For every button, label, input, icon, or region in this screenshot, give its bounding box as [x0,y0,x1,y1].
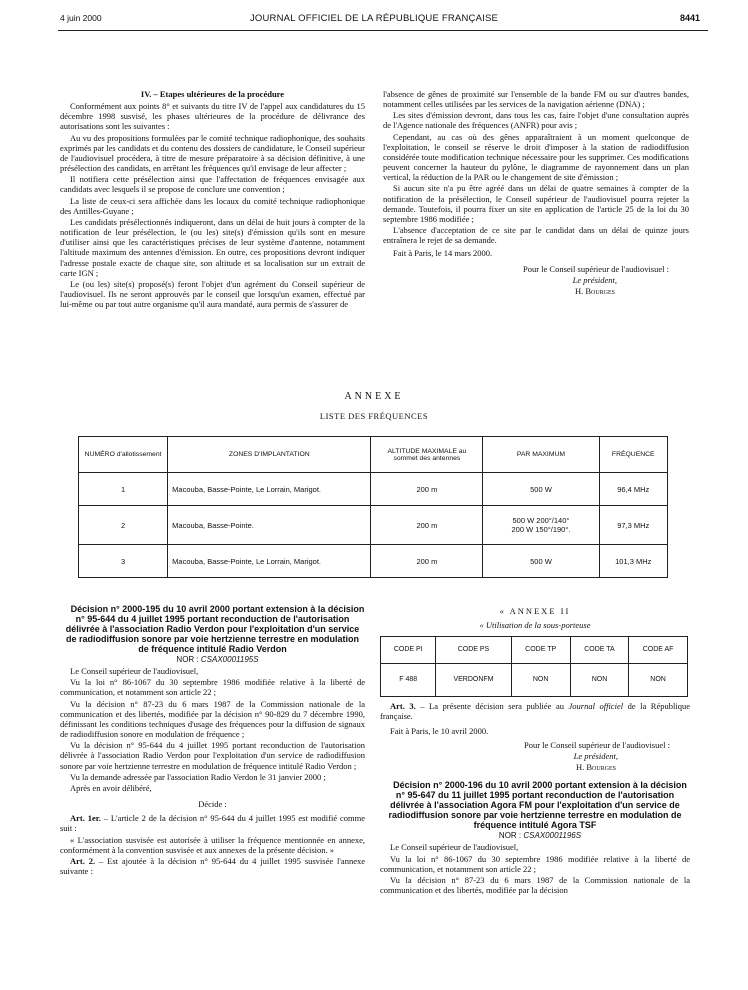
section-iv-right [383,89,689,297]
frequency-table [78,436,668,578]
paragraph: Vu la demande adressée par l'association Radio Verdon le 31 janvier 2000 ; [70,771,326,782]
paragraph: Vu la loi n° 86-1067 du 30 septembre 1986 modifiée relative à la liberté de communication, et notamment son article 22 ; [380,853,690,874]
table-cell: Macouba, Basse-Pointe, Le Lorrain, Marigot. [168,473,371,506]
col-header: CODE TA [570,637,628,664]
decision-195 [60,604,365,877]
table-cell: 3 [79,545,168,578]
annexe-title: ANNEXE [344,391,404,402]
table-cell: 200 m [371,506,483,545]
paragraph: Il notifiera cette présélection ainsi que l'affectation de fréquences envisagée aux candidats avec lesquels il se propose de conclure une convention ; [60,174,365,195]
table-header-row [79,437,668,473]
table-cell: 200 m [371,473,483,506]
table-row [79,506,668,545]
paragraph: Le (ou les) site(s) proposé(s) feront l'objet d'un agrément du Conseil supérieur de l'audiovisuel. Ils ne seront approuvés par le conseil que lorsqu'un examen, effectué par lui-même ou par tout autre organisme qu'il aura mandaté, aura permis de s'assurer de [60,278,365,310]
table-cell: NON [511,664,570,697]
table-row [381,664,688,697]
col-header: PAR MAXIMUM [483,437,599,473]
col-header: CODE AF [629,637,688,664]
decision-title: Décision n° 2000-196 du 10 avril 2000 portant extension à la décision n° 95-647 du 11 juillet 1995 portant reconduction de l'autorisation délivrée à l'association Agora FM pour l'exploitation d'un service de radiodiffusion sonore par voie hertzienne terrestre en modulation de fréquence intitulé Agora TSF [388,780,687,831]
paragraph: Vu la décision n° 87-23 du 6 mars 1987 de la Commission nationale de la communication et des libertés, modifiée par la décision [380,874,690,896]
table-cell: 500 W [483,473,599,506]
signature-for: Pour le Conseil supérieur de l'audiovisuel : [523,739,670,750]
annexe-subtitle: LISTE DES FRÉQUENCES [319,411,429,421]
paragraph: Le Conseil supérieur de l'audiovisuel, [70,666,199,677]
table-cell: 1 [79,473,168,506]
col-header: CODE TP [511,637,570,664]
paragraph: Les sites d'émission devront, dans tous les cas, faire l'objet d'une consultation auprès de l'Agence nationale des fréquences (ANFR) pour avis ; [383,110,689,131]
paragraph: Si aucun site n'a pu être agréé dans un délai de quatre semaines à compter de la notification de la présélection, le Conseil supérieur de l'audiovisuel pourra rejeter la demande. Toutefois, il pourra fixer un site en application de l'article 25 de la loi du 30 septembre 1986 modifiée ; [383,183,689,224]
paragraph: Les candidats présélectionnés indiqueront, dans un délai de huit jours à compter de la notification de leur présélection, le (ou les) site(s) d'émission qu'ils sont en mesure d'utiliser ainsi que les caractéristiques précises de leur système d'antenne, notamment l'altitude maximum des antennes d'émission. En outre, ces propositions devront indiquer l'adresse postale exacte de chaque site, son altitude et sa localisation sur un extrait de carte IGN ; [60,216,365,278]
decide-line: Décide : [198,799,227,810]
done-line: Fait à Paris, le 10 avril 2000. [390,725,489,736]
table-cell: NON [629,664,688,697]
section-iv-title: IV. – Etapes ultérieures de la procédure [140,89,285,99]
page-number: 8441 [679,13,700,23]
table-cell: F 488 [381,664,436,697]
paragraph: l'absence de gênes de proximité sur l'ensemble de la bande FM ou sur d'autres bandes, notamment celles utilisées par les services de la navigation aérienne (DNA) ; [383,89,689,110]
col-header: FRÉQUENCE [599,437,667,473]
table-cell: VERDONFM [436,664,511,697]
col-header: NUMÉRO d'allotissement [79,437,168,473]
paragraph: Le Conseil supérieur de l'audiovisuel, [390,842,519,853]
col-header: ZONES D'IMPLANTATION [168,437,371,473]
paragraph: Vu la loi n° 86-1067 du 30 septembre 1986 modifiée relative à la liberté de communication, et notamment son article 22 ; [60,677,365,698]
paragraph: L'absence d'acceptation de ce site par le candidat dans un délai de quinze jours entraînera le rejet de sa demande. [383,225,689,246]
table-cell: Macouba, Basse-Pointe. [168,506,371,545]
annexe-ii-subtitle: « Utilisation de la sous-porteuse [479,620,591,631]
annexe-ii-title: « ANNEXE II [499,606,571,616]
col-header: ALTITUDE MAXIMALE au sommet des antennes [371,437,483,473]
section-iv-left [60,89,365,310]
paragraph: Au vu des propositions formulées par le comité technique radiophonique, des souhaits exprimés par les candidats et du contenu des dossiers de candidature, le Conseil supérieur de l'audiovisuel procédera, à titre de mesure préparatoire à sa décision définitive, à une présélection des candidats, en arrêtant les fréquences qu'il envisage de leur affecter ; [60,132,365,174]
paragraph: Conformément aux points 8° et suivants du titre IV de l'appel aux candidatures du 15 décembre 1998 susvisé, les phases ultérieures de la procédure de délivrance des autorisations sont les suivantes : [60,101,365,132]
nor-line: NOR : CSAX0001196S [498,831,582,841]
paragraph: La liste de ceux-ci sera affichée dans les locaux du comité technique radiophonique des Antilles-Guyane ; [60,195,365,216]
decision-title: Décision n° 2000-195 du 10 avril 2000 portant extension à la décision n° 95-644 du 4 juillet 1995 portant reconduction de l'autorisation délivrée à l'association Radio Verdon pour l'exploitation d'un service de radiodiffusion sonore par voie hertzienne terrestre en modulation de fréquence intitulé Radio Verdon [65,604,365,654]
annexe-ii-block [380,604,690,896]
table-cell: 500 W [483,545,599,578]
article-1: Art. 1er. – L'article 2 de la décision n° 95-644 du 4 juillet 1995 est modifié comme suit : [60,813,365,834]
table-cell: 500 W 200°/140° 200 W 150°/190°. [483,506,599,545]
signature-for: Pour le Conseil supérieur de l'audiovisuel : [522,263,669,274]
table-row [79,545,668,578]
header-date: 4 juin 2000 [60,13,102,23]
table-cell: NON [570,664,628,697]
paragraph: Vu la décision n° 95-644 du 4 juillet 1995 portant reconduction de l'autorisation délivrée à l'association Radio Verdon pour l'exploitation d'un service de radiodiffusion sonore par voie hertzienne terrestre en modulation de fréquence intitulé Radio Verdon ; [60,740,365,771]
table-header-row [381,637,688,664]
table-cell: 101,3 MHz [599,545,667,578]
header-rule [58,30,708,31]
done-line: Fait à Paris, le 14 mars 2000. [393,248,493,259]
paragraph: Après en avoir délibéré, [70,782,152,793]
page-header [0,10,748,24]
table-cell: 200 m [371,545,483,578]
article-1-quote: « L'association susvisée est autorisée à utiliser la fréquence mentionnée en annexe, conformément à la convention susvisée et aux annexes de la présente décision. » [60,834,365,855]
table-cell: 97,3 MHz [599,506,667,545]
col-header: CODE PI [381,637,436,664]
signature-role: Le président, [572,274,617,285]
table-row [79,473,668,506]
nor-line: NOR : CSAX0001195S [176,655,259,664]
paragraph: Vu la décision n° 87-23 du 6 mars 1987 de la Commission nationale de la communication et des libertés, modifiée par la décision n° 90-829 du 7 décembre 1990, définissant les conditions techniques d'usage des fréquences pour la diffusion de signaux de radiodiffusion sonore en modulation de fréquence ; [60,698,365,740]
table-cell: Macouba, Basse-Pointe, Le Lorrain, Marigot. [168,545,371,578]
signature-name: H. Bourges [575,762,616,773]
signature-role: Le président, [573,750,618,761]
col-header: CODE PS [436,637,511,664]
subcarrier-table [380,636,688,697]
table-cell: 96,4 MHz [599,473,667,506]
journal-title: JOURNAL OFFICIEL DE LA RÉPUBLIQUE FRANÇAISE [249,13,499,24]
article-2: Art. 2. – Est ajoutée à la décision n° 95-644 du 4 juillet 1995 susvisée l'annexe suivante : [60,855,365,876]
signature-name: H. Bourges [574,285,615,296]
paragraph: Cependant, au cas où des gênes apparaîtraient à un moment quelconque de l'exploitation, le conseil se réserve le droit d'imposer à la station de radiodiffusion considérée toute modification technique nécessaire pour les supprimer. Ces modifications peuvent concerner la hauteur du pylône, le diagramme de rayonnement dans un plan vertical, la réduction de la PAR ou le changement de site d'émission ; [383,131,689,183]
table-cell: 2 [79,506,168,545]
article-3: Art. 3. – La présente décision sera publiée au Journal officiel de la République française. [380,701,690,722]
